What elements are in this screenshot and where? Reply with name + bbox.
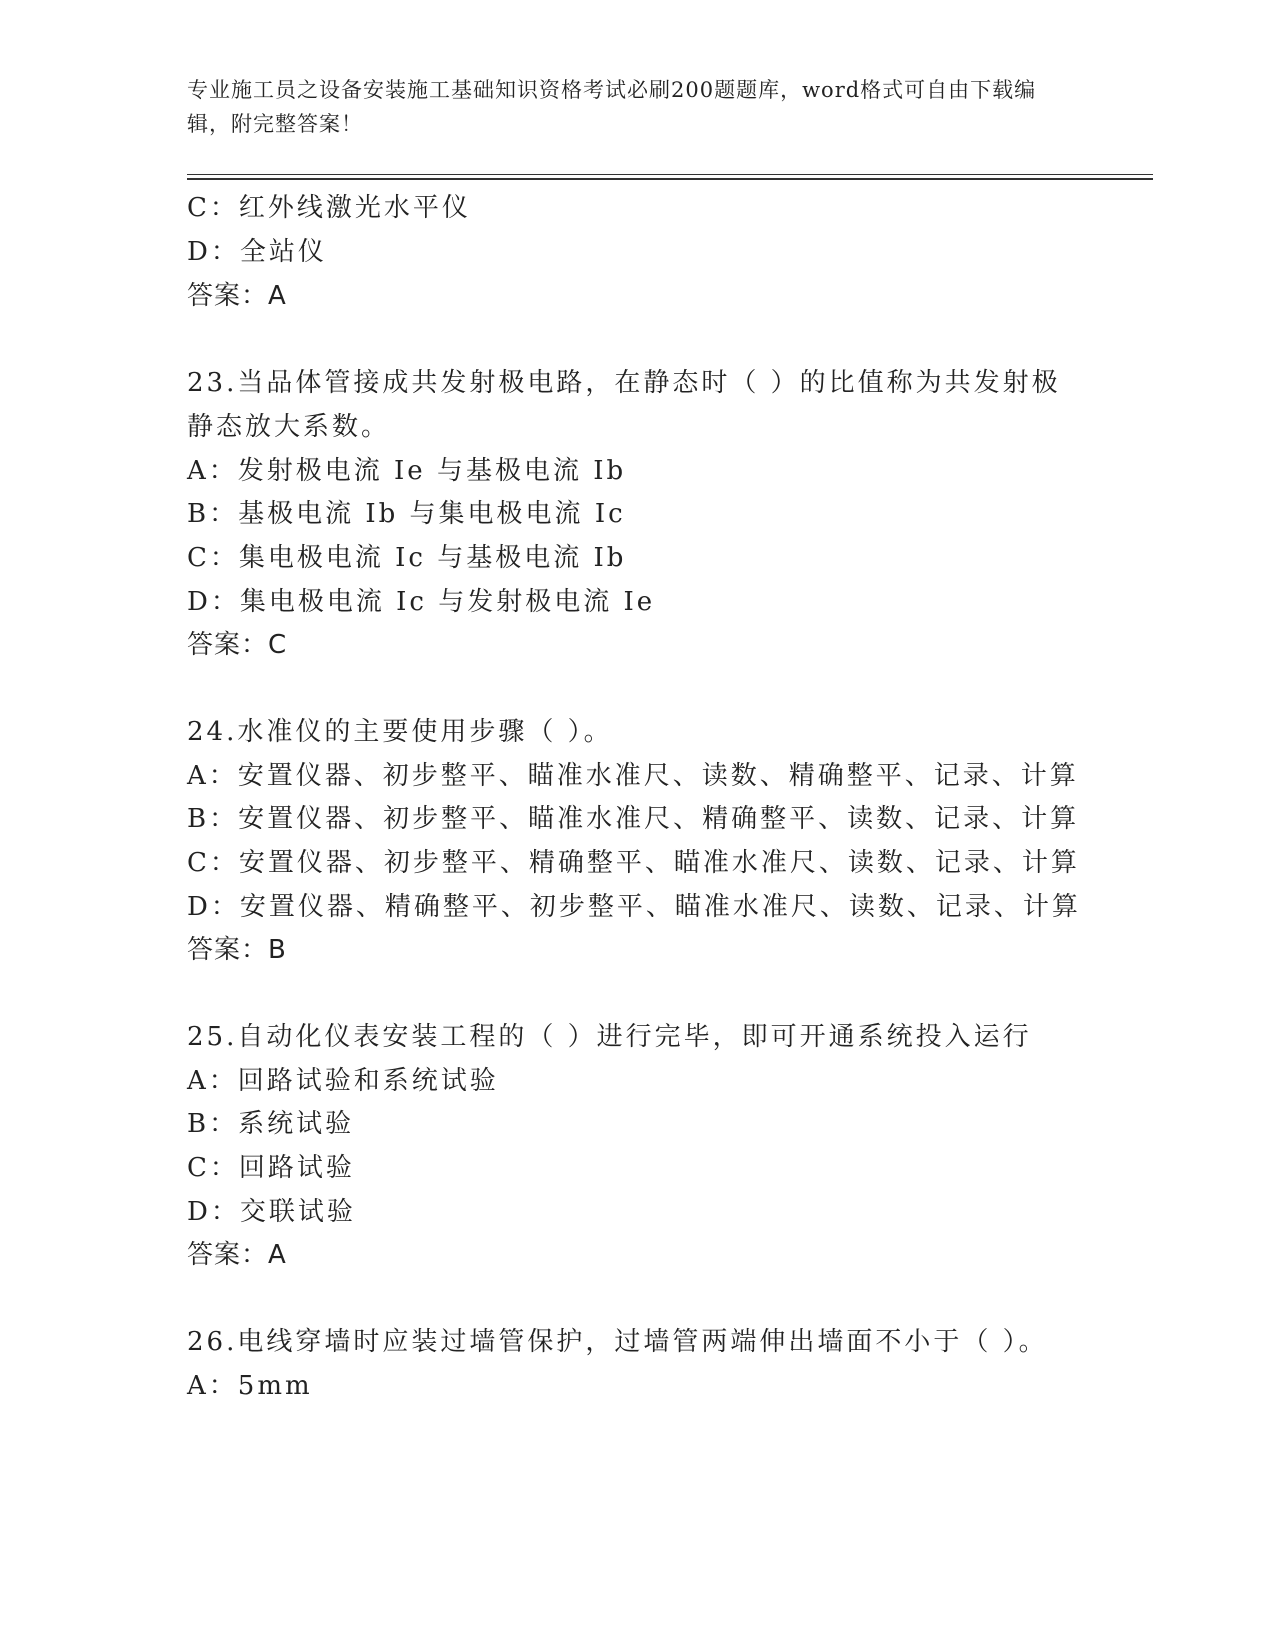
- q23-question-line2: 静态放大系数。: [187, 412, 391, 442]
- q23-option-a: A：发射极电流 Ie 与基极电流 Ib: [187, 456, 627, 486]
- q22-option-c: C：红外线激光水平仪: [187, 193, 471, 223]
- q25-option-b: B：系统试验: [187, 1109, 355, 1139]
- q22-answer: 答案：A: [187, 281, 287, 311]
- q26-question: 26.电线穿墙时应装过墙管保护，过墙管两端伸出墙面不小于（ ）。: [187, 1327, 1048, 1357]
- q24-option-d: D：安置仪器、精确整平、初步整平、瞄准水准尺、读数、记录、计算: [187, 892, 1081, 922]
- q23-option-b: B：基极电流 Ib 与集电极电流 Ic: [187, 499, 626, 529]
- q22-option-d: D：全站仪: [187, 237, 327, 267]
- q25-question: 25.自动化仪表安装工程的（ ）进行完毕，即可开通系统投入运行: [187, 1022, 1032, 1052]
- q25-option-d: D：交联试验: [187, 1197, 356, 1227]
- document-header: 专业施工员之设备安装施工基础知识资格考试必刷200题题库，word格式可自由下载编辑，附完整答案！: [187, 78, 1037, 136]
- q24-question: 24.水准仪的主要使用步骤（ ）。: [187, 717, 613, 747]
- q24-answer: 答案：B: [187, 935, 287, 965]
- q25-option-a: A：回路试验和系统试验: [187, 1066, 499, 1096]
- q23-answer: 答案：C: [187, 630, 288, 660]
- q24-option-c: C：安置仪器、初步整平、精确整平、瞄准水准尺、读数、记录、计算: [187, 848, 1080, 878]
- q24-option-a: A：安置仪器、初步整平、瞄准水准尺、读数、精确整平、记录、计算: [187, 761, 1079, 791]
- q23-option-d: D：集电极电流 Ic 与发射极电流 Ie: [187, 587, 656, 617]
- q25-option-c: C：回路试验: [187, 1153, 355, 1183]
- q26-option-a: A：5mm: [187, 1371, 313, 1401]
- header-rule-thick: [187, 178, 1153, 180]
- q23-option-c: C：集电极电流 Ic 与基极电流 Ib: [187, 543, 627, 573]
- q24-option-b: B：安置仪器、初步整平、瞄准水准尺、精确整平、读数、记录、计算: [187, 804, 1080, 834]
- q25-answer: 答案：A: [187, 1240, 287, 1270]
- q23-question-line1: 23.当品体管接成共发射极电路，在静态时（ ）的比值称为共发射极: [187, 368, 1061, 398]
- header-rule-thin: [187, 174, 1153, 175]
